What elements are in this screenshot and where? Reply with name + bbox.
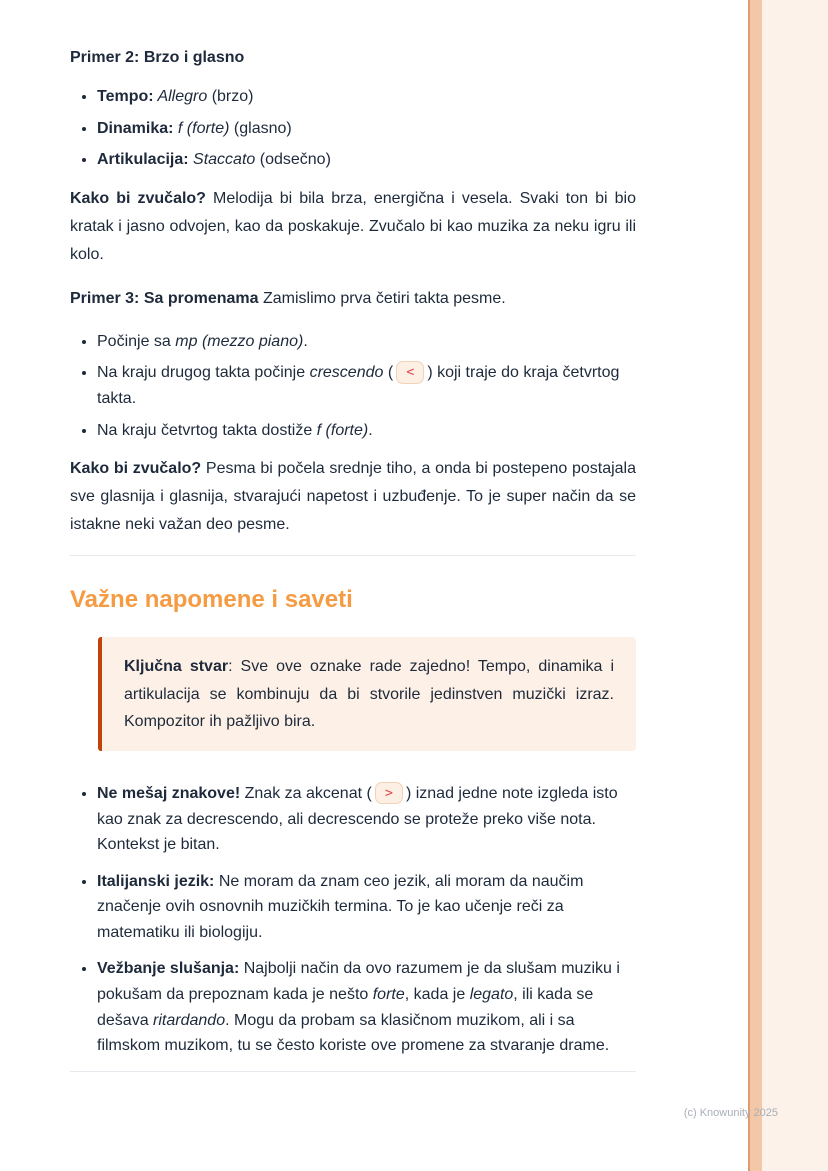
paragraph-lead: Kako bi zvučalo? xyxy=(70,460,202,478)
item-text: Najbolji način da ovo razumem je da slušam muziku i pokušam da prepoznam kada je nešto xyxy=(97,960,620,1004)
list-item xyxy=(97,869,636,946)
paragraph-text: Melodija bi bila brza, energična i vesela. Svaki ton bi bio kratak i jasno odvojen, kao da poskakuje. Zvučalo bi kao muzika za neku igru ili kolo. xyxy=(70,189,637,263)
term-value-italic: f (forte) xyxy=(173,119,230,137)
callout-lead: Ključna stvar xyxy=(124,658,229,676)
item-text: . Mogu da probam sa klasičnom muzikom, ali i sa filmskom muzikom, tu se često koriste ove promene za stvaranje drame. xyxy=(97,1011,610,1055)
note-lead: Vežbanje slušanja: xyxy=(97,960,240,978)
item-text: Na kraju četvrtog takta dostiže xyxy=(97,421,317,439)
list-item xyxy=(97,418,636,444)
item-text: Na kraju drugog takta počinje xyxy=(97,364,310,382)
paragraph-lead: Kako bi zvučalo? xyxy=(70,189,206,207)
paragraph-kako-1 xyxy=(70,185,636,269)
term-value-italic: Staccato xyxy=(188,151,256,169)
footer-credit: (c) Knowunity 2025 xyxy=(683,1107,778,1119)
item-italic: ritardando xyxy=(153,1011,226,1029)
primer3-list xyxy=(70,329,636,443)
document-content xyxy=(70,44,636,1072)
item-italic: forte xyxy=(372,986,405,1004)
item-text: Počinje sa xyxy=(97,332,176,350)
list-item xyxy=(97,116,636,142)
item-text: ( xyxy=(383,364,394,382)
note-lead: Italijanski jezik: xyxy=(97,872,215,890)
item-text: ) iznad jedne note izgleda isto kao znak za decrescendo, ali decrescendo se proteže preko više nota. Kontekst je bitan. xyxy=(97,784,618,854)
list-item xyxy=(97,147,636,173)
list-item xyxy=(97,956,636,1058)
primer2-heading: Primer 2: Brzo i glasno xyxy=(70,49,245,66)
notes-list xyxy=(70,781,636,1059)
paragraph-primer3 xyxy=(70,285,636,313)
paragraph-text: Zamislimo prva četiri takta pesme. xyxy=(258,289,506,307)
section-heading: Važne napomene i saveti xyxy=(70,586,353,614)
callout-body: : Sve ove oznake rade zajedno! Tempo, dinamika i artikulacija se kombinuju da bi stvorile jedinstven muzički izraz. Kompozitor ih pažljivo bira. xyxy=(124,658,615,730)
item-italic: crescendo xyxy=(309,364,384,382)
section-divider xyxy=(70,555,636,556)
term-rest: (odsečno) xyxy=(255,151,331,169)
crescendo-symbol-chip: < xyxy=(396,361,424,383)
item-text: , kada je xyxy=(404,986,470,1004)
term-value-italic: Allegro xyxy=(153,88,208,105)
primer2-list xyxy=(70,84,636,173)
list-item xyxy=(97,329,636,355)
bottom-divider xyxy=(70,1071,636,1072)
item-text: , ili kada se dešava xyxy=(97,986,594,1029)
paragraph-text: Pesma bi počela srednje tiho, a onda bi postepeno postajala sve glasnija i glasnija, stvarajući napetost i uzbuđenje. To je super način da se istakne neki važan deo pesme. xyxy=(70,460,636,534)
accent-symbol-chip: > xyxy=(375,782,403,804)
paragraph-lead: Primer 3: Sa promenama xyxy=(70,289,259,307)
item-italic: f (forte) xyxy=(316,421,369,439)
term-label: Dinamika: xyxy=(97,119,174,137)
item-text: Znak za akcenat ( xyxy=(240,784,372,802)
term-label: Tempo: xyxy=(97,88,154,105)
term-rest: (brzo) xyxy=(207,88,254,105)
item-text: Ne moram da znam ceo jezik, ali moram da naučim značenje ovih osnovnih muzičkih termina. To je kao učenje reči za matematiku ili biologiju. xyxy=(97,872,584,941)
list-item xyxy=(97,84,636,110)
note-lead: Ne mešaj znakove! xyxy=(97,784,241,802)
page-edge-background xyxy=(760,0,828,1171)
item-text: . xyxy=(303,332,308,350)
page-edge-stripe xyxy=(748,0,762,1171)
list-item xyxy=(97,781,636,858)
item-italic: mp (mezzo piano) xyxy=(175,332,304,350)
callout-text xyxy=(124,653,614,735)
term-rest: (glasno) xyxy=(229,119,292,137)
key-point-callout xyxy=(98,637,636,751)
item-italic: legato xyxy=(469,986,514,1004)
term-label: Artikulacija: xyxy=(97,151,189,169)
item-text: . xyxy=(368,421,373,439)
paragraph-kako-2 xyxy=(70,455,636,539)
item-text: ) koji traje do kraja četvrtog takta. xyxy=(97,364,620,407)
list-item xyxy=(97,360,636,411)
